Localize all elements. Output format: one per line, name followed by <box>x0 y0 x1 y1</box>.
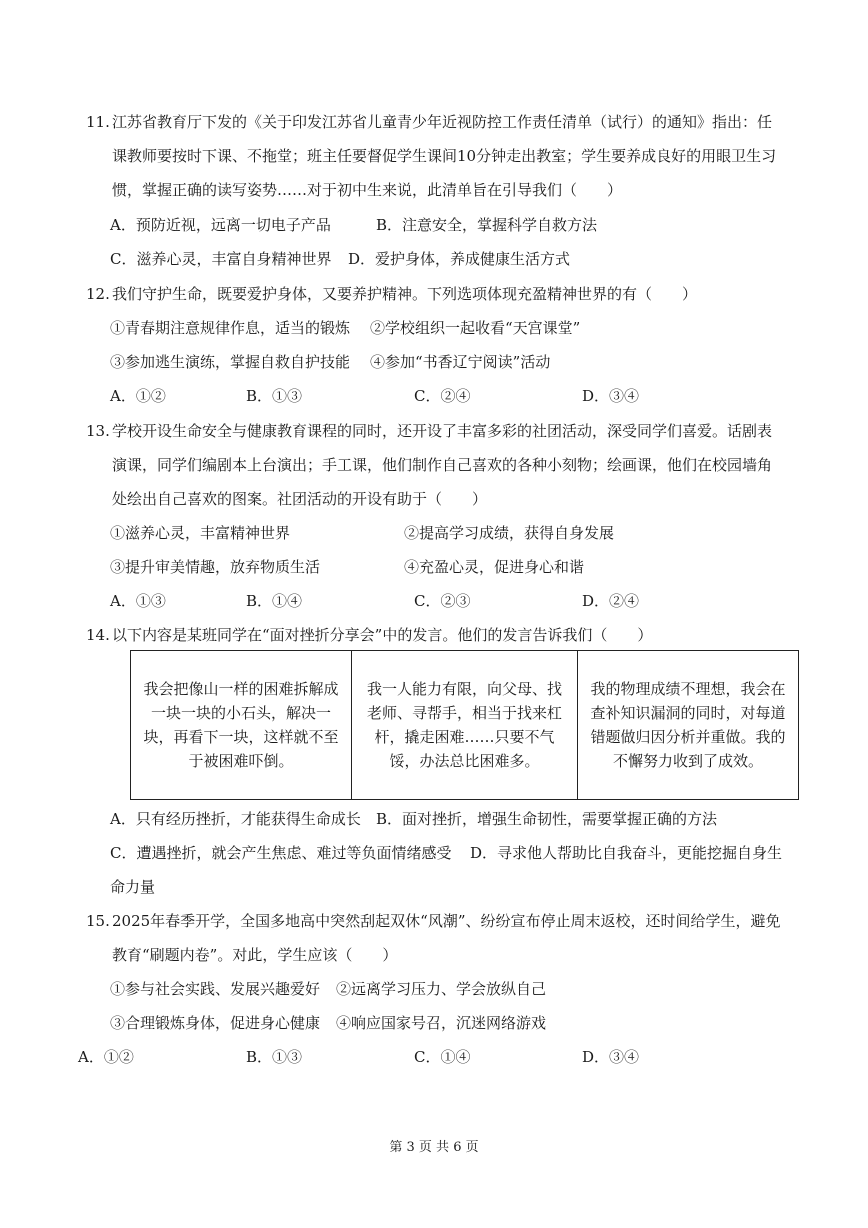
q12-option-b: B．①③ <box>246 387 303 405</box>
q14-stem-line-1: 以下内容是某班同学在“面对挫折分享会”中的发言。他们的发言告诉我们（ ） <box>112 626 653 644</box>
q12-option-a: A．①② <box>110 387 166 405</box>
q15-option-a: A．①② <box>78 1048 134 1066</box>
q14-option-b: B．面对挫折，增强生命韧性，需要掌握正确的方法 <box>376 810 718 828</box>
q13-item-3: ③提升审美情趣，放弃物质生活 <box>110 558 321 576</box>
q11-option-a: A．预防近视，远离一切电子产品 <box>110 216 331 234</box>
q14-option-c: C．遭遇挫折，就会产生焦虑、难过等负面情绪感受 <box>110 844 452 862</box>
q15-item-2: ②远离学习压力、学会放纵自己 <box>336 980 547 998</box>
q12-item-1: ①青春期注意规律作息，适当的锻炼 <box>110 319 351 337</box>
q12-item-2: ②学校组织一起收看“天宫课堂” <box>370 319 581 337</box>
q13-item-4: ④充盈心灵，促进身心和谐 <box>404 558 585 576</box>
q13-number: 13. <box>86 422 110 440</box>
q14-option-d-continued: 命力量 <box>110 878 156 896</box>
q11-number: 11. <box>86 113 110 131</box>
q11-stem-line-3: 惯，掌握正确的读写姿势……对于初中生来说，此清单旨在引导我们（ ） <box>112 181 623 199</box>
q13-option-c: C．②③ <box>414 592 471 610</box>
q14-speech-2: 我一人能力有限，向父母、找老师、寻帮手，相当于找来杠杆，撬走困难……只要不气馁，办法总比困难多。 <box>352 651 578 800</box>
q15-item-4: ④响应国家号召，沉迷网络游戏 <box>336 1014 547 1032</box>
q11-stem-line-1: 江苏省教育厅下发的《关于印发江苏省儿童青少年近视防控工作责任清单（试行）的通知》指出：任 <box>112 113 773 131</box>
q13-option-a: A．①③ <box>110 592 166 610</box>
q12-stem-line-1: 我们守护生命，既要爱护身体，又要养护精神。下列选项体现充盈精神世界的有（ ） <box>112 285 698 303</box>
page-number-footer: 第 3 页 共 6 页 <box>389 1140 479 1155</box>
q15-number: 15. <box>86 912 110 930</box>
q15-item-1: ①参与社会实践、发展兴趣爱好 <box>110 980 321 998</box>
q15-stem-line-1: 2025年春季开学，全国多地高中突然刮起双休“风潮”、纷纷宣布停止周末返校，还时间给学生，避免 <box>112 912 781 930</box>
q11-option-c: C．滋养心灵，丰富自身精神世界 <box>110 250 332 268</box>
q14-option-a: A．只有经历挫折，才能获得生命成长 <box>110 810 361 828</box>
q12-number: 12. <box>86 285 110 303</box>
q15-option-c: C．①④ <box>414 1048 471 1066</box>
q14-number: 14. <box>86 626 110 644</box>
q12-item-4: ④参加“书香辽宁阅读”活动 <box>370 353 551 371</box>
q13-item-1: ①滋养心灵，丰富精神世界 <box>110 524 291 542</box>
q13-stem-line-2: 演课，同学们编剧本上台演出；手工课，他们制作自己喜欢的各种小刻物；绘画课，他们在校园墙角 <box>112 456 773 474</box>
q13-option-d: D．②④ <box>582 592 640 610</box>
q13-stem-line-1: 学校开设生命安全与健康教育课程的同时，还开设了丰富多彩的社团活动，深受同学们喜爱。话剧表 <box>112 422 773 440</box>
q14-option-d: D．寻求他人帮助比自我奋斗，更能挖掘自身生 <box>470 844 783 862</box>
q13-option-b: B．①④ <box>246 592 303 610</box>
q13-item-2: ②提高学习成绩，获得自身发展 <box>404 524 615 542</box>
q13-stem-line-3: 处绘出自己喜欢的图案。社团活动的开设有助于（ ） <box>112 490 488 508</box>
q14-speech-3: 我的物理成绩不理想，我会在查补知识漏洞的同时，对每道错题做归因分析并重做。我的不懈努力收到了成效。 <box>578 651 799 800</box>
q11-option-d: D．爱护身体，养成健康生活方式 <box>348 250 571 268</box>
q14-speech-1: 我会把像山一样的困难拆解成一块一块的小石头，解决一块，再看下一块，这样就不至于被困难吓倒。 <box>131 651 352 800</box>
q11-stem-line-2: 课教师要按时下课、不拖堂；班主任要督促学生课间10分钟走出教室；学生要养成良好的用眼卫生习 <box>112 147 777 165</box>
q15-item-3: ③合理锻炼身体，促进身心健康 <box>110 1014 321 1032</box>
q15-stem-line-2: 教育“刷题内卷”。对此，学生应该（ ） <box>112 946 398 964</box>
q15-option-b: B．①③ <box>246 1048 303 1066</box>
q12-item-3: ③参加逃生演练，掌握自救自护技能 <box>110 353 351 371</box>
q15-option-d: D．③④ <box>582 1048 640 1066</box>
q12-option-c: C．②④ <box>414 387 471 405</box>
q11-option-b: B．注意安全，掌握科学自救方法 <box>376 216 598 234</box>
q12-option-d: D．③④ <box>582 387 640 405</box>
q14-speech-table <box>130 650 799 800</box>
